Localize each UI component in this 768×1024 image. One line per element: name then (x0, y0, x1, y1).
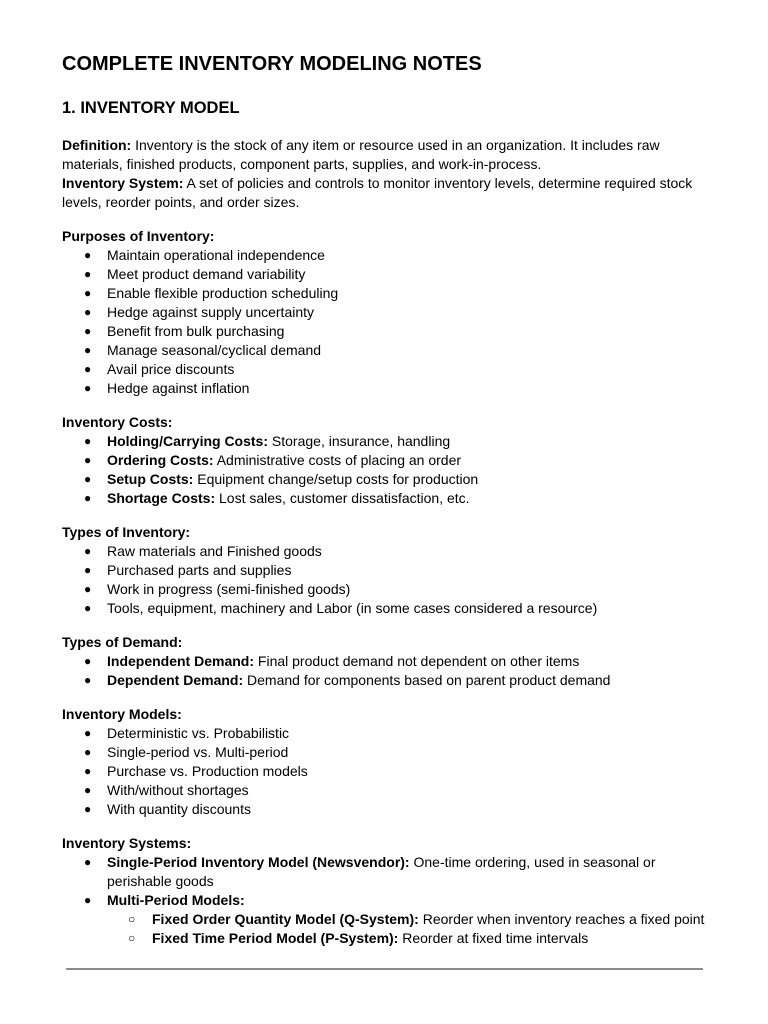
bullet-icon: ● (84, 491, 92, 505)
multi-period-sublist (107, 910, 722, 948)
system-label: Inventory System: (62, 175, 184, 191)
list-item-text: Enable flexible production scheduling (107, 285, 339, 301)
list-item (62, 542, 722, 561)
list-item-text: Tools, equipment, machinery and Labor (in some cases considered a resource) (107, 600, 598, 616)
types-list (62, 542, 722, 618)
list-item-label: Independent Demand: (107, 653, 255, 669)
system-paragraph (62, 174, 722, 212)
list-item-text: With quantity discounts (107, 801, 251, 817)
bullet-icon: ● (84, 582, 92, 596)
list-item-text: Single-period vs. Multi-period (107, 744, 289, 760)
list-item-label: Holding/Carrying Costs: (107, 433, 269, 449)
costs-heading: Inventory Costs: (62, 414, 173, 430)
list-item-text: With/without shortages (107, 782, 249, 798)
list-item (62, 599, 722, 618)
list-item (62, 284, 722, 303)
list-item-text: Manage seasonal/cyclical demand (107, 342, 322, 358)
list-item (62, 322, 722, 341)
list-item (62, 470, 722, 489)
bullet-icon: ● (84, 267, 92, 281)
bullet-icon: ● (84, 563, 92, 577)
bullet-icon: ● (84, 855, 92, 869)
list-item (62, 265, 722, 284)
bullet-icon: ● (84, 601, 92, 615)
list-item-text: Work in progress (semi-finished goods) (107, 581, 351, 597)
bullet-icon: ● (84, 802, 92, 816)
circle-bullet-icon: ○ (128, 931, 136, 945)
definition-text: Inventory is the stock of any item or resource used in an organization. It includes raw materials, finished products, component parts, supplies, and work-in-process. (62, 137, 660, 172)
system-text: A set of policies and controls to monitor inventory levels, determine required stock levels, reorder points, and order sizes. (62, 175, 693, 210)
bullet-icon: ● (84, 381, 92, 395)
bullet-icon: ● (84, 324, 92, 338)
list-item (62, 489, 722, 508)
purposes-heading: Purposes of Inventory: (62, 228, 215, 244)
list-item-text: Equipment change/setup costs for production (193, 471, 479, 487)
bullet-icon: ● (84, 472, 92, 486)
demand-list (62, 652, 722, 690)
list-item (62, 652, 722, 671)
demand-heading: Types of Demand: (62, 634, 183, 650)
demand-group (62, 633, 722, 690)
list-item (62, 360, 722, 379)
list-item-text: Deterministic vs. Probabilistic (107, 725, 290, 741)
list-item-text: Demand for components based on parent product demand (243, 672, 611, 688)
costs-group (62, 413, 722, 508)
list-item-label: Single-Period Inventory Model (Newsvendor): (107, 854, 410, 870)
bullet-icon: ● (84, 286, 92, 300)
bullet-icon: ● (84, 362, 92, 376)
sub-list-item-text: Reorder when inventory reaches a fixed point (418, 911, 705, 927)
list-item (62, 743, 722, 762)
bullet-icon: ● (84, 726, 92, 740)
costs-list (62, 432, 722, 508)
list-item-label: Multi-Period Models: (107, 892, 245, 908)
bullet-icon: ● (84, 434, 92, 448)
list-item (62, 891, 722, 948)
horizontal-rule (66, 968, 703, 970)
bullet-icon: ● (84, 248, 92, 262)
list-item (62, 762, 722, 781)
list-item (62, 561, 722, 580)
types-group (62, 523, 722, 618)
models-group (62, 705, 722, 819)
list-item (62, 432, 722, 451)
list-item (62, 580, 722, 599)
list-item-label: Shortage Costs: (107, 490, 216, 506)
bullet-icon: ● (84, 305, 92, 319)
list-item-text: Raw materials and Finished goods (107, 543, 322, 559)
purposes-list (62, 246, 722, 398)
list-item (62, 451, 722, 470)
list-item (62, 853, 722, 891)
bullet-icon: ● (84, 783, 92, 797)
list-item-text: Storage, insurance, handling (268, 433, 451, 449)
list-item-text: Purchase vs. Production models (107, 763, 308, 779)
purposes-group (62, 227, 722, 398)
list-item-text: Benefit from bulk purchasing (107, 323, 285, 339)
list-item-text: Final product demand not dependent on other items (254, 653, 580, 669)
bullet-icon: ● (84, 544, 92, 558)
list-item-label: Dependent Demand: (107, 672, 244, 688)
list-item (62, 246, 722, 265)
systems-group (62, 834, 722, 948)
list-item-label: Ordering Costs: (107, 452, 214, 468)
list-item-label: Setup Costs: (107, 471, 194, 487)
list-item-text: Maintain operational independence (107, 247, 325, 263)
definition-block (62, 136, 722, 212)
document-page (62, 52, 722, 948)
definition-label: Definition: (62, 137, 132, 153)
sub-list-item-label: Fixed Time Period Model (P-System): (152, 930, 399, 946)
list-item-text: Avail price discounts (107, 361, 235, 377)
sub-list-item-label: Fixed Order Quantity Model (Q-System): (152, 911, 419, 927)
list-item (62, 724, 722, 743)
bullet-icon: ● (84, 343, 92, 357)
bullet-icon: ● (84, 453, 92, 467)
list-item (62, 800, 722, 819)
list-item (62, 781, 722, 800)
section-title: 1. INVENTORY MODEL (62, 99, 240, 117)
list-item-text: Administrative costs of placing an order (213, 452, 462, 468)
systems-list (62, 853, 722, 948)
list-item (62, 379, 722, 398)
models-heading: Inventory Models: (62, 706, 182, 722)
list-item-text: One-time ordering, used in seasonal or perishable goods (107, 854, 656, 889)
bullet-icon: ● (84, 893, 92, 907)
list-item-text: Hedge against inflation (107, 380, 250, 396)
list-item (62, 671, 722, 690)
document-title: COMPLETE INVENTORY MODELING NOTES (62, 53, 482, 75)
models-list (62, 724, 722, 819)
list-item-text: Purchased parts and supplies (107, 562, 292, 578)
sub-list-item-text: Reorder at fixed time intervals (398, 930, 589, 946)
list-item-text: Meet product demand variability (107, 266, 306, 282)
list-item (62, 341, 722, 360)
bullet-icon: ● (84, 745, 92, 759)
circle-bullet-icon: ○ (128, 912, 136, 926)
types-heading: Types of Inventory: (62, 524, 191, 540)
list-item-text: Hedge against supply uncertainty (107, 304, 315, 320)
sub-list-item (107, 929, 722, 948)
definition-paragraph (62, 136, 722, 174)
list-item (62, 303, 722, 322)
systems-heading: Inventory Systems: (62, 835, 192, 851)
list-item-text: Lost sales, customer dissatisfaction, etc. (215, 490, 470, 506)
sub-list-item (107, 910, 722, 929)
bullet-icon: ● (84, 654, 92, 668)
bullet-icon: ● (84, 673, 92, 687)
bullet-icon: ● (84, 764, 92, 778)
